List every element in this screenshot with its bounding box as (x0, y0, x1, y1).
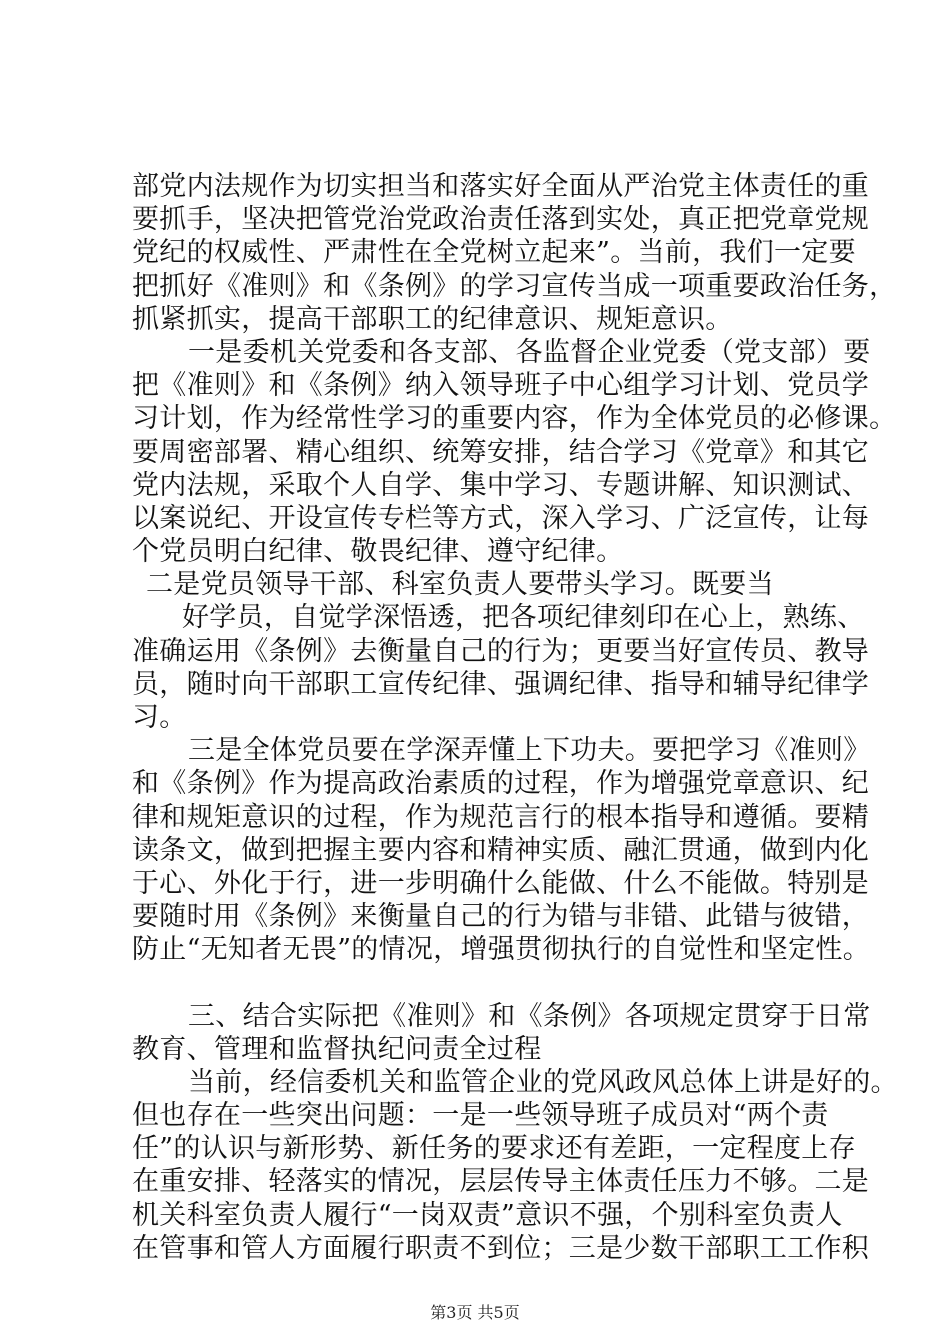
text-line: 以案说纪、开设宣传专栏等方式，深入学习、广泛宣传，让每 (132, 502, 870, 534)
paragraph-gap (132, 967, 852, 1000)
text-line: 律和规矩意识的过程，作为规范言行的根本指导和遵循。要精 (132, 801, 870, 833)
text-line: 三、结合实际把《准则》和《条例》各项规定贯穿于日常 (188, 1000, 871, 1032)
text-line: 要周密部署、精心组织、统筹安排，结合学习《党章》和其它 (132, 436, 870, 468)
text-line: 要抓手，坚决把管党治党政治责任落到实处，真正把党章党规 (132, 204, 870, 236)
text-line: 于心、外化于行，进一步明确什么能做、什么不能做。特别是 (132, 867, 870, 899)
text-line: 把《准则》和《条例》纳入领导班子中心组学习计划、党员学 (132, 370, 870, 402)
document-body (132, 170, 898, 1265)
text-line: 员，随时向干部职工宣传纪律、强调纪律、指导和辅导纪律学 (132, 668, 870, 700)
text-line: 二是党员领导干部、科室负责人要带头学习。既要当 (146, 569, 774, 601)
text-line: 防止“无知者无畏”的情况，增强贯彻执行的自觉性和坚定性。 (132, 934, 871, 966)
text-line: 任”的认识与新形势、新任务的要求还有差距，一定程度上存 (132, 1133, 856, 1165)
text-line: 习。 (132, 702, 187, 733)
text-line: 党纪的权威性、严肃性在全党树立起来”。当前，我们一定要 (132, 237, 856, 269)
text-line: 三是全体党员要在学深弄懂上下功夫。要把学习《准则》 (188, 735, 871, 767)
text-line: 读条文，做到把握主要内容和精神实质、融汇贯通，做到内化 (132, 834, 870, 866)
text-line: 准确运用《条例》去衡量自己的行为；更要当好宣传员、教导 (132, 635, 870, 667)
text-line: 抓紧抓实，提高干部职工的纪律意识、规矩意识。 (132, 303, 733, 335)
text-line: 机关科室负责人履行“一岗双责”意识不强，个别科室负责人 (132, 1199, 843, 1231)
text-line: 在重安排、轻落实的情况，层层传导主体责任压力不够。二是 (132, 1166, 870, 1198)
page-footer: 第3页 共5页 (430, 1303, 520, 1322)
text-line: 党内法规，采取个人自学、集中学习、专题讲解、知识测试、 (132, 469, 870, 501)
text-line: 把抓好《准则》和《条例》的学习宣传当成一项重要政治任务， (132, 270, 897, 302)
text-line: 要随时用《条例》来衡量自己的行为错与非错、此错与彼错， (132, 901, 870, 933)
text-line: 当前，经信委机关和监管企业的党风政风总体上讲是好的。 (188, 1066, 898, 1098)
text-line: 个党员明白纪律、敬畏纪律、遵守纪律。 (132, 536, 624, 568)
text-line: 教育、管理和监督执纪问责全过程 (132, 1033, 542, 1065)
text-line: 一是委机关党委和各支部、各监督企业党委（党支部）要 (188, 336, 871, 368)
text-line: 习计划，作为经常性学习的重要内容，作为全体党员的必修课。 (132, 403, 897, 435)
text-line: 好学员，自觉学深悟透，把各项纪律刻印在心上，熟练、 (182, 602, 865, 634)
text-line: 在管事和管人方面履行职责不到位；三是少数干部职工工作积 (132, 1232, 870, 1264)
text-line: 和《条例》作为提高政治素质的过程，作为增强党章意识、纪 (132, 768, 870, 800)
text-line: 但也存在一些突出问题：一是一些领导班子成员对“两个责 (132, 1100, 829, 1132)
text-line: 部党内法规作为切实担当和落实好全面从严治党主体责任的重 (132, 171, 870, 202)
